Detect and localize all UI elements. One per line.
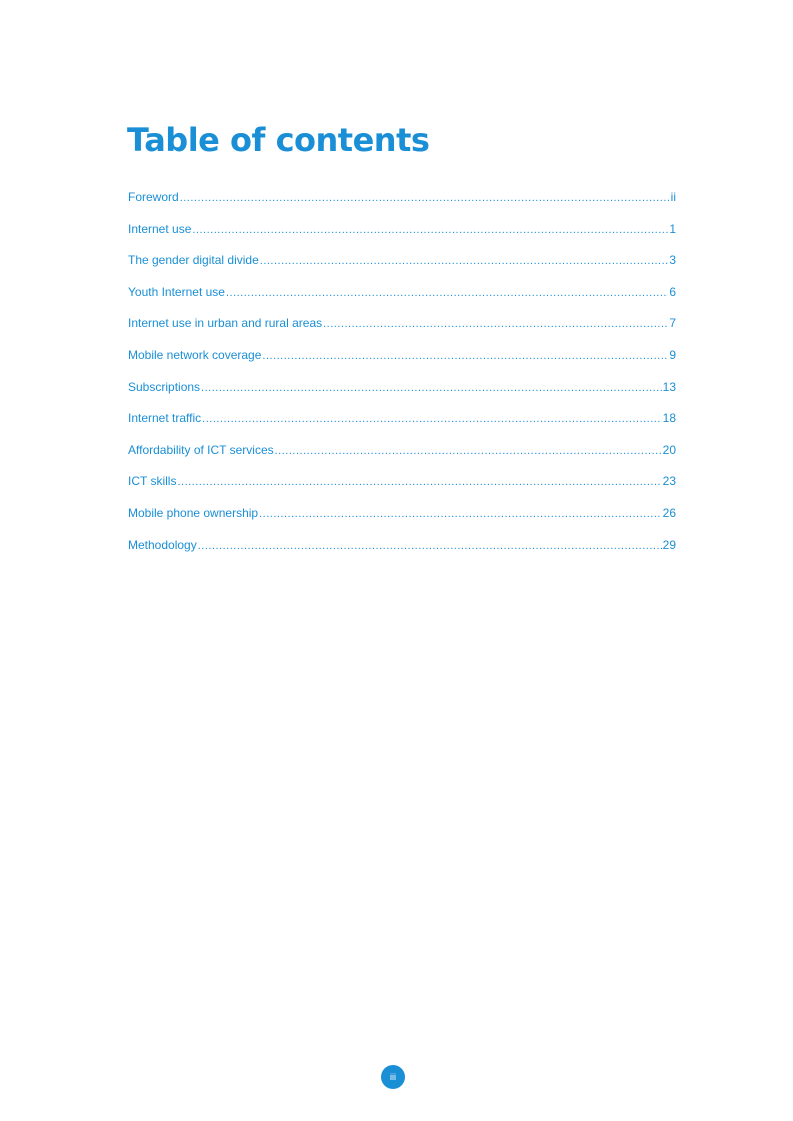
toc-entry-mobile-phone-ownership[interactable] xyxy=(128,506,676,538)
toc-entry-affordability[interactable] xyxy=(128,443,676,475)
toc-entry-youth-internet-use[interactable] xyxy=(128,285,676,317)
toc-entry-label: Subscriptions xyxy=(128,379,201,394)
toc-entry-page: 23 xyxy=(662,474,676,489)
dot-leader xyxy=(226,287,668,299)
toc-entry-foreword[interactable] xyxy=(128,190,676,222)
toc-entry-mobile-network-coverage[interactable] xyxy=(128,348,676,380)
toc-entry-page: 13 xyxy=(662,379,676,394)
toc-entry-internet-traffic[interactable] xyxy=(128,411,676,443)
dot-leader xyxy=(192,224,668,236)
toc-entry-page: 29 xyxy=(662,537,676,552)
dot-leader xyxy=(180,192,670,204)
toc-entry-page: 6 xyxy=(669,284,676,299)
toc-entry-label: Methodology xyxy=(128,537,197,552)
toc-entry-page: 1 xyxy=(669,221,676,236)
toc-entry-label: ICT skills xyxy=(128,474,177,489)
toc-entry-page: 20 xyxy=(662,442,676,457)
dot-leader xyxy=(262,350,668,362)
toc-entry-label: Internet use in urban and rural areas xyxy=(128,316,323,331)
toc-entry-methodology[interactable] xyxy=(128,538,676,570)
dot-leader xyxy=(177,476,661,488)
dot-leader xyxy=(323,318,668,330)
dot-leader xyxy=(202,413,661,425)
dot-leader xyxy=(259,508,662,520)
toc-entry-label: Internet traffic xyxy=(128,411,202,426)
toc-entry-page: 7 xyxy=(669,316,676,331)
toc-entry-label: Mobile phone ownership xyxy=(128,505,259,520)
toc-entry-label: Youth Internet use xyxy=(128,284,225,299)
dot-leader xyxy=(260,255,669,267)
toc-entry-subscriptions[interactable] xyxy=(128,380,676,412)
toc-entry-page: 9 xyxy=(669,347,676,362)
toc-entry-label: Affordability of ICT services xyxy=(128,442,274,457)
toc-entry-ict-skills[interactable] xyxy=(128,474,676,506)
toc-entry-label: Foreword xyxy=(128,190,179,204)
dot-leader xyxy=(201,382,662,394)
toc-entry-label: Mobile network coverage xyxy=(128,347,262,362)
page-title: Table of contents xyxy=(127,121,430,159)
toc-entry-label: Internet use xyxy=(128,221,192,236)
toc-entry-page: 26 xyxy=(662,505,676,520)
toc-entry-page: 18 xyxy=(662,411,676,426)
toc-entry-gender-digital-divide[interactable] xyxy=(128,253,676,285)
page-number-badge: iii xyxy=(381,1065,405,1089)
dot-leader xyxy=(275,445,662,457)
toc-entry-page: 3 xyxy=(669,253,676,268)
toc-entry-internet-use[interactable] xyxy=(128,222,676,254)
toc-entry-page: ii xyxy=(670,190,676,204)
toc-entry-urban-rural[interactable] xyxy=(128,316,676,348)
toc-list xyxy=(128,190,676,569)
toc-entry-label: The gender digital divide xyxy=(128,253,259,268)
dot-leader xyxy=(198,540,662,552)
